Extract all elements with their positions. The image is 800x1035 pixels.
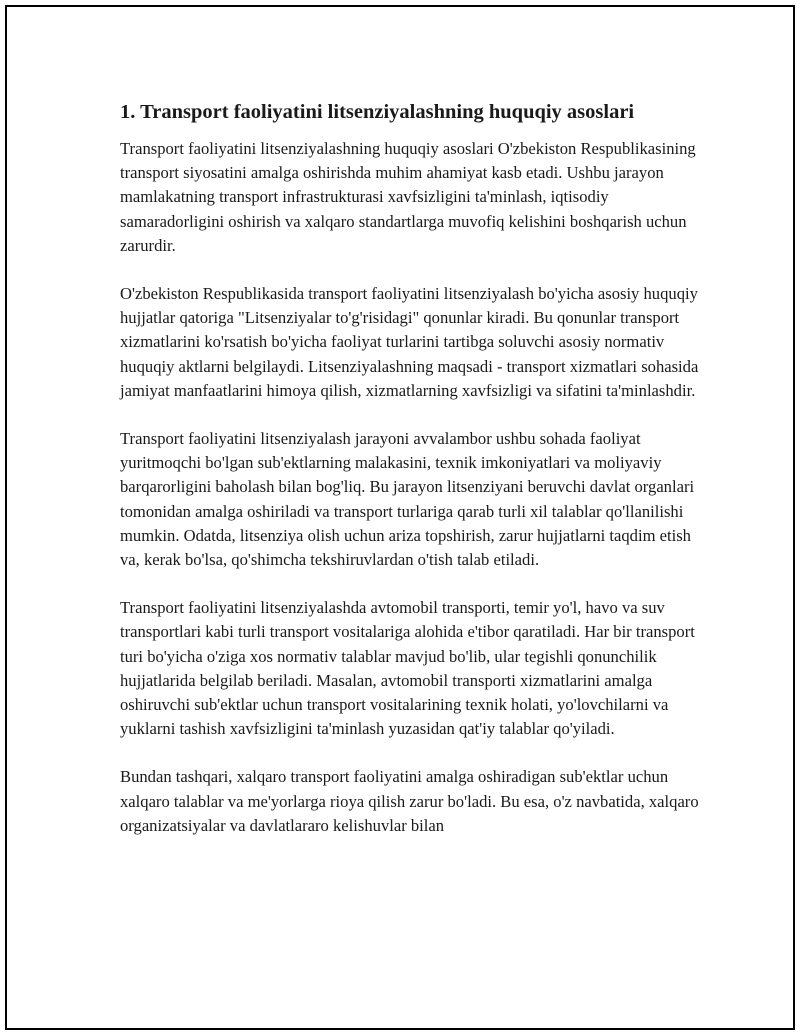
document-body (120, 99, 710, 862)
paragraph-5: Bundan tashqari, xalqaro transport faoliyatini amalga oshiradigan sub'ektlar uchun xalqaro talablar va me'yorlarga rioya qilish zarur bo'ladi. Bu esa, o'z navbatida, xalqaro organizatsiyalar va davlatlararo kelishuvlar bilan (120, 767, 699, 835)
paragraph-3: Transport faoliyatini litsenziyalash jarayoni avvalambor ushbu sohada faoliyat yuritmoqchi bo'lgan sub'ektlarning malakasini, texnik imkoniyatlari va moliyaviy barqarorligini baholash bilan bog'liq. Bu jarayon litsenziyani beruvchi davlat organlari tomonidan amalga oshiriladi va transport turlariga qarab turli xil talablar qo'llanilishi mumkin. Odatda, litsenziya olish uchun ariza topshirish, zarur hujjatlarni taqdim etish va, kerak bo'lsa, qo'shimcha tekshiruvlardan o'tish talab etiladi. (120, 429, 695, 570)
page-frame (5, 5, 795, 1030)
paragraph-4: Transport faoliyatini litsenziyalashda avtomobil transporti, temir yo'l, havo va suv transportlari kabi turli transport vositalariga alohida e'tibor qaratiladi. Har bir transport turi bo'yicha o'ziga xos normativ talablar mavjud bo'lib, ular tegishli qonunchilik hujjatlarida belgilab beriladi. Masalan, avtomobil transporti xizmatlarini amalga oshiruvchi sub'ektlar uchun transport vositalarining texnik holati, yo'lovchilarni va yuklarni tashish xavfsizligini ta'minlash yuzasidan qat'iy talablar qo'yiladi. (120, 598, 695, 739)
section-heading: 1. Transport faoliyatini litsenziyalashning huquqiy asoslari (120, 101, 635, 123)
paragraph-1: Transport faoliyatini litsenziyalashning huquqiy asoslari O'zbekiston Respublikasining transport siyosatini amalga oshirishda muhim ahamiyat kasb etadi. Ushbu jarayon mamlakatning transport infrastrukturasi xavfsizligini ta'minlash, iqtisodiy samaradorligini oshirish va xalqaro standartlarga muvofiq kelishini boshqarish uchun zarurdir. (120, 139, 696, 255)
paragraph-2: O'zbekiston Respublikasida transport faoliyatini litsenziyalash bo'yicha asosiy huquqiy hujjatlar qatoriga "Litsenziyalar to'g'risidagi" qonunlar kiradi. Bu qonunlar transport xizmatlarini ko'rsatish bo'yicha faoliyat turlarini tartibga soluvchi asosiy normativ huquqiy aktlarni belgilaydi. Litsenziyalashning maqsadi - transport xizmatlari sohasida jamiyat manfaatlarini himoya qilish, xizmatlarning xavfsizligi va sifatini ta'minlashdir. (120, 284, 699, 400)
